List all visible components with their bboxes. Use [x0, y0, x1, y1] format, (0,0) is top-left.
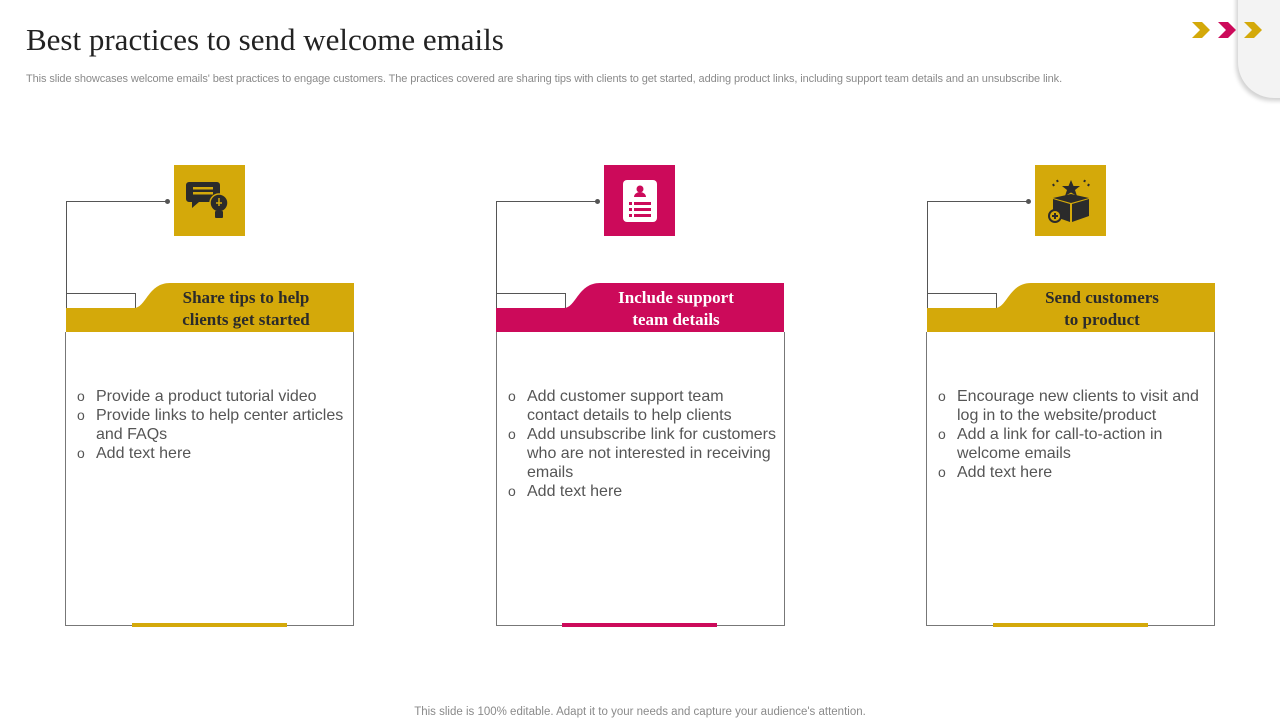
- connector-dot: [165, 199, 170, 204]
- card-title-line-2: to product: [1064, 310, 1140, 329]
- card-title-line-1: Include support: [618, 288, 734, 307]
- page-subtitle: This slide showcases welcome emails' best practices to engage customers. The practices covered are sharing tips with clients to get started, adding product links, including support team details and an unsubscribe link.: [26, 73, 1063, 85]
- page-title: Best practices to send welcome emails: [26, 22, 504, 57]
- circle-bullet-icon: o: [77, 407, 85, 423]
- card-header: [66, 283, 354, 332]
- list-item: o Add customer support team contact details to help clients: [508, 388, 732, 424]
- circle-bullet-icon: o: [77, 445, 85, 461]
- circle-bullet-icon: o: [938, 426, 946, 442]
- star-box-icon: [1035, 165, 1106, 236]
- corner-decoration: [1238, 0, 1280, 98]
- list-item: o Add text here: [508, 483, 623, 500]
- connector-dot: [1026, 199, 1031, 204]
- circle-bullet-icon: o: [508, 426, 516, 442]
- footer-note: This slide is 100% editable. Adapt it to your needs and capture your audience's attention.: [414, 706, 866, 718]
- list-item: o Provide a product tutorial video: [77, 388, 317, 405]
- contact-card-list-icon: [604, 165, 675, 236]
- chevron-arrows-icon: [1192, 20, 1264, 40]
- list-item: o Add text here: [938, 464, 1053, 481]
- card-header: [927, 283, 1215, 332]
- card-header: [496, 283, 784, 332]
- circle-bullet-icon: o: [77, 388, 85, 404]
- list-item: o Provide links to help center articles and FAQs: [77, 407, 344, 443]
- connector-dot: [595, 199, 600, 204]
- card-title: [141, 287, 351, 331]
- card-body: [496, 332, 785, 626]
- circle-bullet-icon: o: [508, 483, 516, 499]
- card-title-line-1: Share tips to help: [182, 288, 310, 307]
- list-item: o Encourage new clients to visit and log in to the website/product: [938, 388, 1199, 424]
- list-item: o Add a link for call-to-action in welcome emails: [938, 426, 1163, 462]
- bullet-list: [77, 387, 347, 463]
- card-body: [65, 332, 354, 626]
- circle-bullet-icon: o: [508, 388, 516, 404]
- chat-lightbulb-icon: [174, 165, 245, 236]
- bullet-list: [508, 387, 778, 501]
- card-title-line-2: team details: [632, 310, 720, 329]
- list-item: o Add text here: [77, 445, 192, 462]
- circle-bullet-icon: o: [938, 464, 946, 480]
- card-title-line-2: clients get started: [182, 310, 310, 329]
- card-title-line-1: Send customers: [1045, 288, 1159, 307]
- list-item: o Add unsubscribe link for customers who are not interested in receiving emails: [508, 426, 776, 481]
- card-title: [571, 287, 781, 331]
- accent-bar: [993, 623, 1148, 627]
- accent-bar: [132, 623, 287, 627]
- circle-bullet-icon: o: [938, 388, 946, 404]
- card-title: [997, 287, 1207, 331]
- bullet-list: [938, 387, 1208, 482]
- accent-bar: [562, 623, 717, 627]
- card-body: [926, 332, 1215, 626]
